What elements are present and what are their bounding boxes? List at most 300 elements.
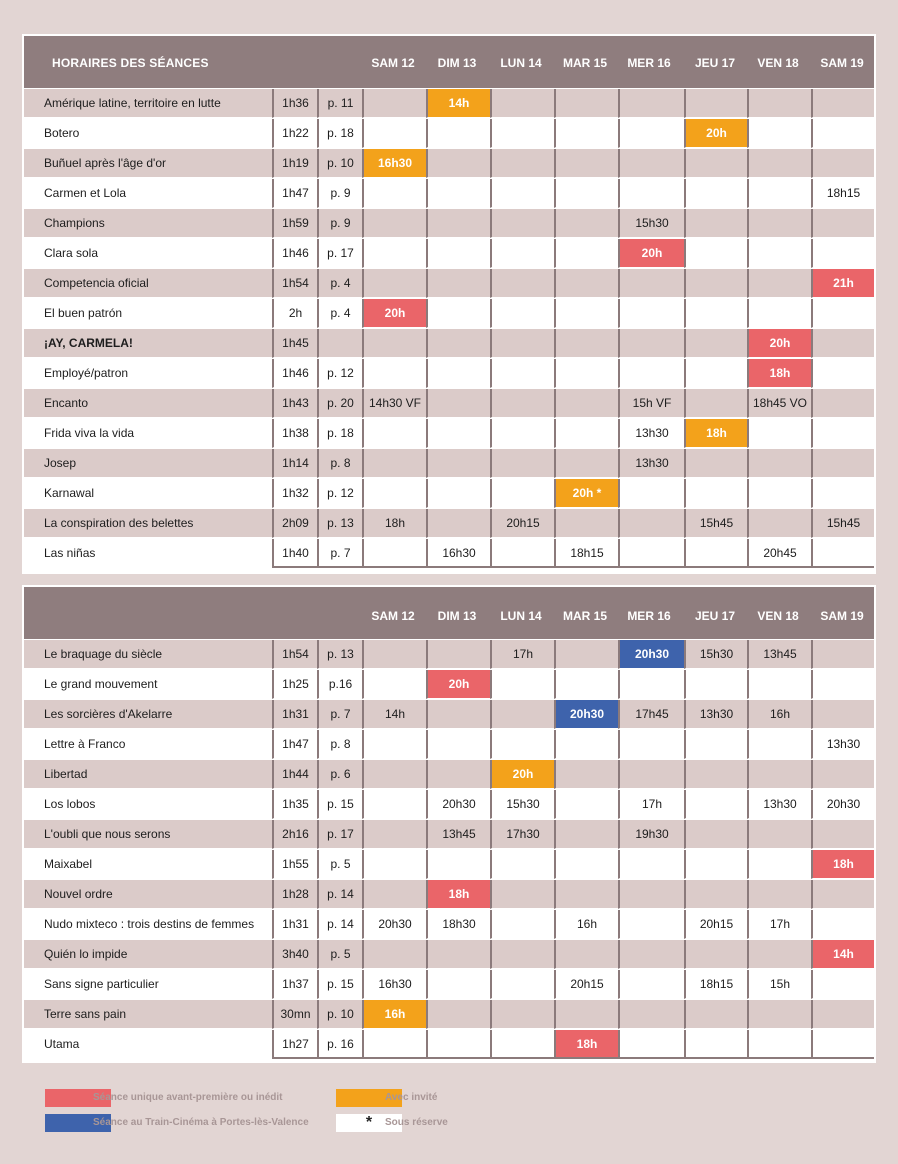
showtime-cell (362, 419, 426, 448)
showtime-cell (426, 419, 490, 448)
showtime-cell (684, 1000, 747, 1029)
film-page-ref: p. 14 (317, 880, 362, 909)
showtime-cell (554, 640, 618, 669)
showtime-cell: 14h30 VF (362, 389, 426, 418)
showtime-cell (618, 479, 684, 508)
showtime-cell (554, 1000, 618, 1029)
showtime-cell: 13h45 (747, 640, 811, 669)
day-header-sam19: SAM 19 (820, 56, 864, 70)
day-header-ven18: VEN 18 (757, 56, 799, 70)
showtime-cell (490, 119, 554, 148)
showtime-cell (362, 209, 426, 238)
showtime-cell: 13h30 (684, 700, 747, 729)
film-title: Los lobos (24, 790, 272, 819)
film-duration: 1h27 (272, 1030, 317, 1059)
day-header-dim13: DIM 13 (437, 56, 477, 70)
legend-label-star: Sous réserve (385, 1117, 448, 1128)
showtime-cell (811, 239, 874, 268)
showtime-cell (362, 179, 426, 208)
table-row (24, 849, 874, 878)
showtime-cell (426, 1000, 490, 1029)
showtime-cell (490, 670, 554, 699)
showtime-cell (554, 89, 618, 118)
day-header-jeu17: JEU 17 (694, 609, 736, 623)
showtime-cell: 16h30 (362, 149, 426, 178)
showtime-cell: 17h (618, 790, 684, 819)
showtime-cell (490, 149, 554, 178)
table-row (24, 118, 874, 147)
film-page-ref: p. 18 (317, 119, 362, 148)
table-row (24, 298, 874, 327)
table-row (24, 418, 874, 447)
film-page-ref: p. 12 (317, 359, 362, 388)
showtime-cell (684, 1030, 747, 1059)
film-page-ref: p. 9 (317, 209, 362, 238)
table-row (24, 178, 874, 207)
legend-star-symbol: * (336, 1114, 402, 1132)
showtime-cell (490, 1000, 554, 1029)
day-header-sam12: SAM 12 (371, 56, 415, 70)
showtime-cell (618, 880, 684, 909)
showtime-cell: 13h30 (618, 449, 684, 478)
showtime-cell (426, 209, 490, 238)
film-title: Le braquage du siècle (24, 640, 272, 669)
film-duration: 1h19 (272, 149, 317, 178)
showtime-cell (811, 419, 874, 448)
showtime-cell (684, 239, 747, 268)
showtime-cell (490, 299, 554, 328)
film-duration: 1h14 (272, 449, 317, 478)
table-row (24, 639, 874, 668)
film-duration: 1h59 (272, 209, 317, 238)
showtime-cell: 18h15 (811, 179, 874, 208)
film-duration: 1h46 (272, 239, 317, 268)
film-page-ref: p. 20 (317, 389, 362, 418)
showtime-cell (426, 970, 490, 999)
showtime-cell: 17h (490, 640, 554, 669)
showtime-cell (747, 509, 811, 538)
table-row (24, 358, 874, 387)
film-page-ref: p. 10 (317, 149, 362, 178)
showtime-cell (747, 1000, 811, 1029)
showtime-cell (490, 1030, 554, 1059)
table-header (24, 36, 874, 88)
showtime-cell (747, 670, 811, 699)
film-duration: 1h28 (272, 880, 317, 909)
showtime-cell (811, 539, 874, 568)
day-header-lun14: LUN 14 (500, 609, 542, 623)
showtime-cell (747, 149, 811, 178)
showtime-cell: 15h (747, 970, 811, 999)
showtime-cell (811, 670, 874, 699)
showtime-cell (426, 299, 490, 328)
showtime-cell (684, 760, 747, 789)
film-page-ref: p. 18 (317, 419, 362, 448)
showtime-cell (554, 389, 618, 418)
day-header-mer16: MER 16 (627, 609, 671, 623)
film-title: Nudo mixteco : trois destins de femmes (24, 910, 272, 939)
film-page-ref: p. 7 (317, 539, 362, 568)
showtime-cell: 17h (747, 910, 811, 939)
showtime-cell (490, 970, 554, 999)
film-page-ref: p. 12 (317, 479, 362, 508)
showtime-cell (426, 730, 490, 759)
showtime-cell (362, 329, 426, 358)
legend-label-blue: Séance au Train-Cinéma à Portes-lès-Valence (93, 1117, 309, 1128)
showtime-cell (618, 269, 684, 298)
film-duration: 1h31 (272, 910, 317, 939)
showtime-cell: 20h30 (811, 790, 874, 819)
film-page-ref: p. 8 (317, 730, 362, 759)
showtime-cell (684, 89, 747, 118)
showtime-cell (362, 790, 426, 819)
showtime-cell: 15h30 (684, 640, 747, 669)
table-row (24, 669, 874, 698)
film-duration: 1h25 (272, 670, 317, 699)
showtime-cell (684, 850, 747, 879)
showtime-cell (426, 269, 490, 298)
showtime-cell (811, 389, 874, 418)
showtime-cell (554, 239, 618, 268)
showtime-cell: 15h VF (618, 389, 684, 418)
showtime-cell (490, 239, 554, 268)
showtime-cell (362, 269, 426, 298)
film-title: Competencia oficial (24, 269, 272, 298)
film-page-ref: p. 5 (317, 850, 362, 879)
showtime-cell (811, 1000, 874, 1029)
showtime-cell: 20h15 (490, 509, 554, 538)
showtime-cell (362, 1030, 426, 1059)
showtime-cell: 18h15 (554, 539, 618, 568)
showtime-cell: 13h45 (426, 820, 490, 849)
showtime-cell (747, 449, 811, 478)
showtime-cell (490, 209, 554, 238)
showtime-cell (684, 790, 747, 819)
showtime-cell: 16h30 (426, 539, 490, 568)
showtime-cell (554, 790, 618, 819)
film-title: Quién lo impide (24, 940, 272, 969)
film-page-ref: p.16 (317, 670, 362, 699)
day-header-mer16: MER 16 (627, 56, 671, 70)
showtime-cell (618, 359, 684, 388)
showtime-cell (811, 149, 874, 178)
showtime-cell (684, 329, 747, 358)
showtime-cell: 18h15 (684, 970, 747, 999)
showtime-cell (426, 449, 490, 478)
showtime-cell (811, 449, 874, 478)
film-duration: 1h55 (272, 850, 317, 879)
showtime-cell (618, 940, 684, 969)
film-duration: 1h40 (272, 539, 317, 568)
showtime-cell (426, 700, 490, 729)
table-row (24, 268, 874, 297)
film-title: Botero (24, 119, 272, 148)
showtime-cell (554, 119, 618, 148)
showtime-cell: 18h45 VO (747, 389, 811, 418)
showtime-cell (554, 940, 618, 969)
showtime-cell: 15h45 (811, 509, 874, 538)
showtime-cell (811, 359, 874, 388)
showtime-cell (747, 419, 811, 448)
showtime-cell (490, 910, 554, 939)
film-duration: 2h (272, 299, 317, 328)
day-header-lun14: LUN 14 (500, 56, 542, 70)
showtime-cell (811, 209, 874, 238)
showtime-cell (684, 880, 747, 909)
showtime-cell: 21h (811, 269, 874, 298)
film-title: Employé/patron (24, 359, 272, 388)
table-row (24, 789, 874, 818)
film-page-ref: p. 4 (317, 269, 362, 298)
film-title: Josep (24, 449, 272, 478)
showtime-cell: 16h (747, 700, 811, 729)
film-title: Lettre à Franco (24, 730, 272, 759)
showtime-cell: 17h30 (490, 820, 554, 849)
showtime-cell: 20h (747, 329, 811, 358)
film-duration: 1h37 (272, 970, 317, 999)
showtime-cell (618, 850, 684, 879)
showtime-cell (554, 269, 618, 298)
showtime-cell: 16h30 (362, 970, 426, 999)
showtime-cell (362, 850, 426, 879)
showtime-cell (811, 1030, 874, 1059)
film-duration: 1h43 (272, 389, 317, 418)
film-page-ref: p. 15 (317, 790, 362, 819)
table-row (24, 388, 874, 417)
showtime-cell (618, 149, 684, 178)
showtime-cell (554, 209, 618, 238)
showtime-cell (618, 670, 684, 699)
showtime-cell: 13h30 (811, 730, 874, 759)
showtime-cell (747, 1030, 811, 1059)
showtime-cell: 19h30 (618, 820, 684, 849)
film-page-ref: p. 6 (317, 760, 362, 789)
table-row (24, 729, 874, 758)
table-header (24, 587, 874, 639)
showtime-cell (684, 670, 747, 699)
showtime-cell (747, 479, 811, 508)
showtime-cell (684, 389, 747, 418)
film-duration: 30mn (272, 1000, 317, 1029)
showtime-cell (426, 509, 490, 538)
showtime-cell (362, 119, 426, 148)
day-header-dim13: DIM 13 (437, 609, 477, 623)
showtime-cell: 18h (362, 509, 426, 538)
table-row (24, 328, 874, 357)
showtime-cell: 15h45 (684, 509, 747, 538)
showtime-cell (684, 209, 747, 238)
showtime-cell (490, 880, 554, 909)
showtime-cell (684, 449, 747, 478)
showtime-cell: 20h45 (747, 539, 811, 568)
showtime-cell (490, 269, 554, 298)
film-duration: 1h47 (272, 730, 317, 759)
film-duration: 1h32 (272, 479, 317, 508)
table-row (24, 699, 874, 728)
showtime-cell: 16h (554, 910, 618, 939)
showtime-cell: 15h30 (490, 790, 554, 819)
showtime-cell (554, 880, 618, 909)
showtime-cell (811, 299, 874, 328)
table-row (24, 238, 874, 267)
table-title: HORAIRES DES SÉANCES (52, 56, 209, 70)
showtime-cell (426, 479, 490, 508)
showtime-cell: 20h15 (684, 910, 747, 939)
showtime-cell (362, 730, 426, 759)
film-duration: 1h31 (272, 700, 317, 729)
day-header-jeu17: JEU 17 (694, 56, 736, 70)
showtime-cell (811, 119, 874, 148)
showtime-cell (618, 760, 684, 789)
showtime-cell (426, 179, 490, 208)
film-title: Le grand mouvement (24, 670, 272, 699)
showtime-cell (811, 970, 874, 999)
showtime-cell (426, 119, 490, 148)
showtime-cell: 20h15 (554, 970, 618, 999)
showtime-cell (684, 179, 747, 208)
film-duration: 1h22 (272, 119, 317, 148)
showtime-cell (554, 419, 618, 448)
showtime-cell (618, 1030, 684, 1059)
film-page-ref: p. 10 (317, 1000, 362, 1029)
table-row (24, 208, 874, 237)
showtime-cell (426, 760, 490, 789)
film-duration: 1h47 (272, 179, 317, 208)
film-page-ref: p. 16 (317, 1030, 362, 1059)
table-row (24, 999, 874, 1028)
film-title: Clara sola (24, 239, 272, 268)
showtime-cell (362, 670, 426, 699)
film-title: Nouvel ordre (24, 880, 272, 909)
showtime-cell (362, 640, 426, 669)
showtime-cell (618, 329, 684, 358)
film-page-ref: p. 7 (317, 700, 362, 729)
table-row (24, 819, 874, 848)
showtime-cell: 14h (426, 89, 490, 118)
showtime-cell (490, 940, 554, 969)
showtime-cell (490, 419, 554, 448)
showtime-cell (554, 329, 618, 358)
day-header-mar15: MAR 15 (562, 609, 607, 623)
showtime-cell (490, 179, 554, 208)
showtime-cell (747, 760, 811, 789)
table-row (24, 478, 874, 507)
showtime-cell (426, 850, 490, 879)
showtime-cell: 20h (684, 119, 747, 148)
showtime-cell (362, 880, 426, 909)
showtime-cell (426, 359, 490, 388)
showtime-cell (618, 970, 684, 999)
showtime-cell (684, 149, 747, 178)
showtime-cell (554, 850, 618, 879)
showtime-cell (490, 479, 554, 508)
film-page-ref: p. 8 (317, 449, 362, 478)
day-header-sam12: SAM 12 (371, 609, 415, 623)
showtime-cell (554, 359, 618, 388)
table-row (24, 969, 874, 998)
showtime-cell (811, 329, 874, 358)
film-duration: 1h36 (272, 89, 317, 118)
showtime-cell (747, 850, 811, 879)
showtime-cell: 20h30 (362, 910, 426, 939)
film-page-ref: p. 11 (317, 89, 362, 118)
showtime-cell (811, 760, 874, 789)
film-duration: 1h45 (272, 329, 317, 358)
film-page-ref (317, 329, 362, 358)
table-row (24, 909, 874, 938)
showtime-cell (811, 880, 874, 909)
day-header-sam19: SAM 19 (820, 609, 864, 623)
showtime-cell (747, 209, 811, 238)
showtime-cell: 18h (426, 880, 490, 909)
showtime-cell (362, 539, 426, 568)
film-title: Carmen et Lola (24, 179, 272, 208)
showtime-cell: 18h (811, 850, 874, 879)
showtime-cell: 20h (362, 299, 426, 328)
film-title: El buen patrón (24, 299, 272, 328)
legend-label-orange: Avec invité (385, 1092, 438, 1103)
film-duration: 3h40 (272, 940, 317, 969)
table-row (24, 508, 874, 537)
showtime-cell (490, 730, 554, 759)
showtime-cell (426, 329, 490, 358)
film-page-ref: p. 15 (317, 970, 362, 999)
showtime-cell (426, 940, 490, 969)
showtime-cell (684, 299, 747, 328)
showtime-cell (618, 89, 684, 118)
showtime-cell: 20h30 (618, 640, 684, 669)
table-row (24, 448, 874, 477)
showtime-cell (618, 299, 684, 328)
film-title: Libertad (24, 760, 272, 789)
table-row (24, 879, 874, 908)
showtime-cell (490, 539, 554, 568)
showtime-cell (684, 940, 747, 969)
showtime-cell (684, 820, 747, 849)
showtime-cell (490, 89, 554, 118)
showtime-cell (426, 1030, 490, 1059)
film-title: Les sorcières d'Akelarre (24, 700, 272, 729)
film-duration: 1h46 (272, 359, 317, 388)
showtime-cell (362, 449, 426, 478)
film-title: Sans signe particulier (24, 970, 272, 999)
showtime-cell (618, 179, 684, 208)
table-row (24, 1029, 874, 1058)
showtime-cell (362, 89, 426, 118)
showtime-cell (362, 940, 426, 969)
table-row (24, 939, 874, 968)
film-page-ref: p. 17 (317, 820, 362, 849)
film-page-ref: p. 5 (317, 940, 362, 969)
film-page-ref: p. 13 (317, 509, 362, 538)
showtime-cell (618, 509, 684, 538)
showtime-cell: 20h * (554, 479, 618, 508)
day-header-mar15: MAR 15 (562, 56, 607, 70)
legend-label-red: Séance unique avant-première ou inédit (93, 1092, 283, 1103)
showtime-cell (554, 760, 618, 789)
showtime-cell (554, 179, 618, 208)
film-page-ref: p. 13 (317, 640, 362, 669)
showtime-cell (426, 239, 490, 268)
showtime-cell: 14h (362, 700, 426, 729)
showtime-cell (554, 449, 618, 478)
film-duration: 1h54 (272, 640, 317, 669)
showtime-cell (490, 850, 554, 879)
showtime-cell (618, 910, 684, 939)
film-title: Amérique latine, territoire en lutte (24, 89, 272, 118)
showtime-cell (426, 149, 490, 178)
showtime-cell (554, 730, 618, 759)
